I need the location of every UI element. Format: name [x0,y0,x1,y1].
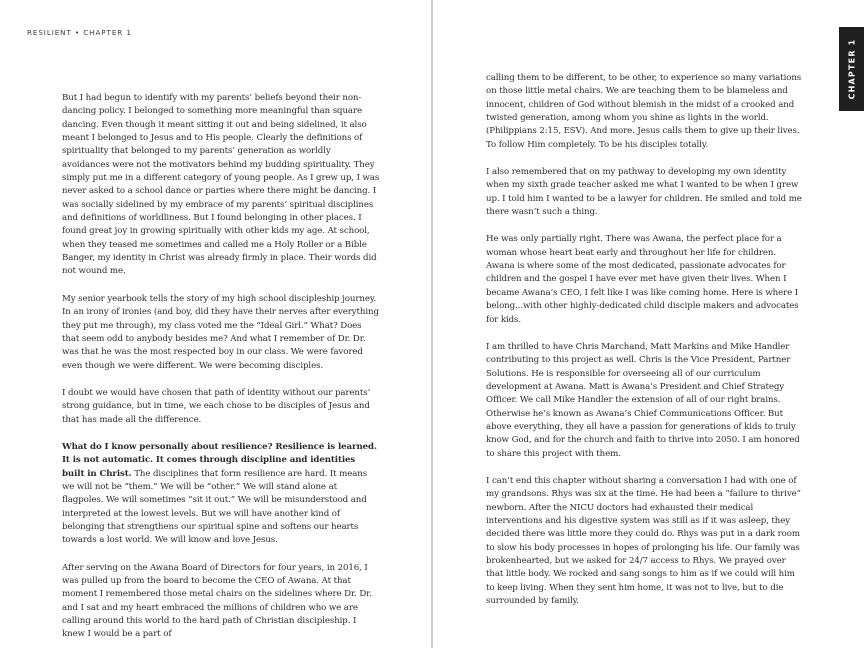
left-page [0,0,431,648]
running-head: RESILIENT • CHAPTER 1 [27,28,132,37]
left-text-column [62,92,380,648]
paragraph: He was only partially right. There was Awana, the perfect place for a woman whose heart beat early and throughout her life for children. Awana is where some of the most dedicated, passionate advocates for children and the gospel I have ever met have given their lives. When I became Awana’s CEO, I felt like I was like coming home. Here is where I belong...with other highly-dedicated child disciple makers and advocates for kids. [486,234,799,325]
bold-lead-sentence: What do I know personally about resilience? Resilience is learned. It is not automatic. It comes through discipline and identities built in Christ. [62,441,377,479]
paragraph-text: The disciplines that form resilience are hard. It means we will not be “them.” We will be “other.” We will stand alone at flagpoles. We will sometimes “sit it out.” We will be misunderstood and interpreted at the lowest levels. But we will have another kind of belonging that strengthens our spiritual spine and softens our hearts towards a lost world. We will know and love Jesus. [62,468,368,546]
paragraph: calling them to be different, to be other, to experience so many variations on those little metal chairs. We are teaching them to be blameless and innocent, children of God without blemish in the midst of a crooked and twisted generation, among whom you shine as lights in the world. (Philippians 2:15, ESV). And more. Jesus calls them to give up their lives. To follow Him completely. To be his disciples totally. [486,73,802,150]
paragraph [62,441,380,548]
chapter-tab-label: CHAPTER 1 [847,38,856,100]
paragraph: I also remembered that on my pathway to developing my own identity when my sixth grade teacher asked me what I wanted to be when I grew up. I told him I wanted to be a lawyer for children. He smiled and told me there wasn’t such a thing. [486,167,802,218]
paragraph: But I had begun to identify with my parents’ beliefs beyond their non-dancing policy. I belonged to something more meaningful than square dancing. Even though it meant sitting it out and being sidelined, it also meant I belonged to Jesus and to His people. Clearly the definitions of spirituality that belonged to my parents’ generation as worldly avoidances were not the motivators behind my budding spirituality. They simply put me in a different category of young people. As I grew up, I was never asked to a school dance or parties where there might be dancing. I was socially sidelined by my embrace of my parents’ spiritual disciplines and definitions of worldliness. But I found belonging in other places. I found great joy in growing spiritually with other kids my age. At school, when they teased me sometimes and called me a Holy Roller or a Bible Banger, my identity in Christ was already firmly in place. Their words did not wound me. [62,93,380,277]
paragraph: I can’t end this chapter without sharing a conversation I had with one of my grandsons. Rhys was six at the time. He had been a “failure to thrive” newborn. After the NICU doctors had exhausted their medical interventions and his digestive system was still as if it was asleep, they decided there was little more they could do. Rhys was put in a dark room to slow his body processes in hopes of prolonging his life. Our family was brokenhearted, but we asked for 24/7 access to Rhys. We prayed over that little body. We rocked and sang songs to him as if we could will him to keep living. When they sent him home, it was not to live, but to die surrounded by family. [486,475,801,607]
chapter-tab [839,27,864,111]
paragraph: I am thrilled to have Chris Marchand, Matt Markins and Mike Handler contributing to this project as well. Chris is the Vice President, Partner Solutions. He is responsible for overseeing all of our curriculum development at Awana. Matt is Awana’s President and Chief Strategy Officer. We call Mike Handler the extension of all of our right brains. Otherwise he’s known as Awana’s Chief Communications Officer. But above everything, they all have a passion for generations of kids to truly know God, and for the church and faith to thrive into 2050. I am honored to share this project with them. [486,341,800,459]
paragraph: My senior yearbook tells the story of my high school discipleship journey. In an irony of ironies (and boy, did they have their nerves after everything they put me through), my class voted me the “Ideal Girl.” What? Does that seem odd to anybody besides me? And what I remember of Dr. Dr. was that he was the most respected boy in our class. We were favored even though we were different. We were becoming disciples. [62,293,379,371]
paragraph: I doubt we would have chosen that path of identity without our parents’ strong guidance, but in time, we each chose to be disciples of Jesus and that has made all the difference. [62,387,371,425]
paragraph: After serving on the Awana Board of Directors for four years, in 2016, I was pulled up from the board to become the CEO of Awana. At that moment I remembered those metal chairs on the sidelines where Dr. Dr. and I sat and my heart embraced the millions of children who we are calling around this world to the hard path of Christian discipleship. I knew I would be a part of [62,562,372,640]
right-page [433,0,864,648]
right-text-column [486,72,804,622]
